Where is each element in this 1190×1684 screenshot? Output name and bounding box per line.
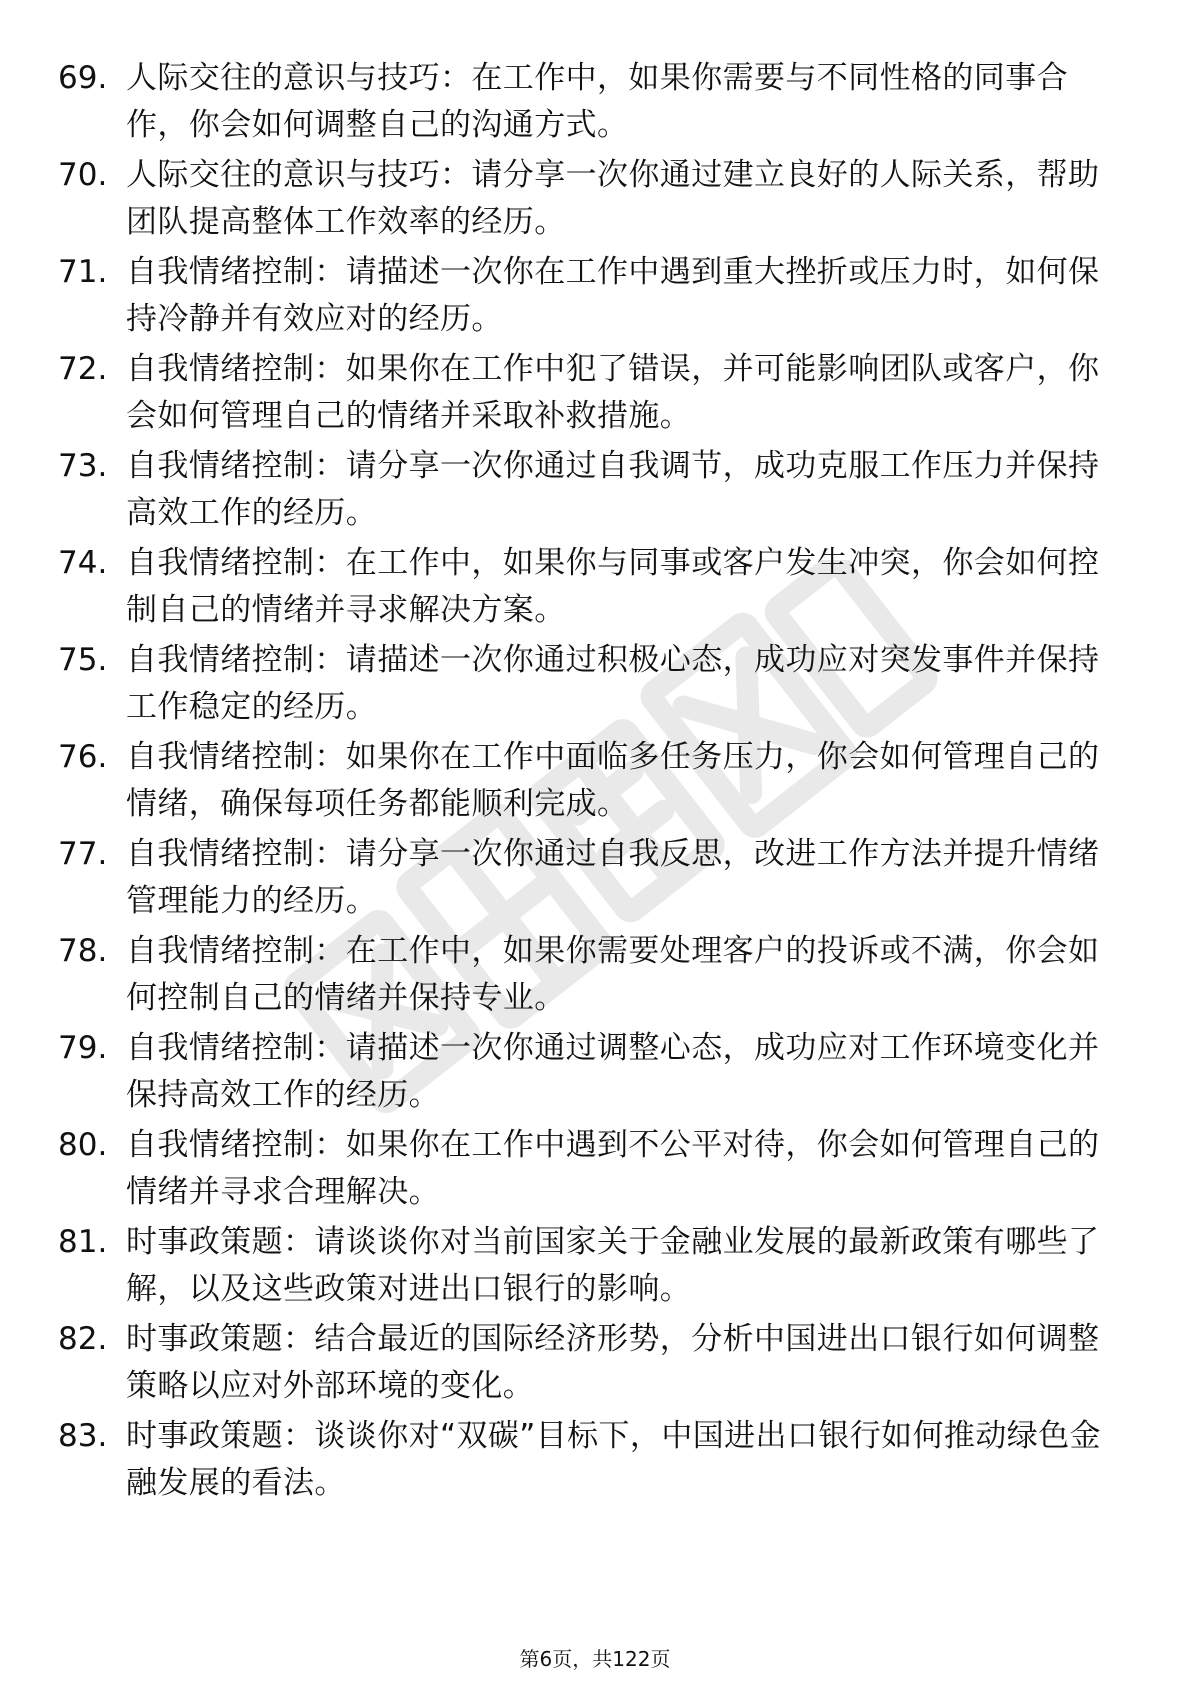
question-item-81	[0, 1219, 1190, 1319]
question-number: 79.	[58, 1030, 108, 1066]
question-number: 73.	[58, 448, 108, 484]
question-number: 70.	[58, 157, 108, 193]
question-number: 78.	[58, 933, 108, 969]
question-text: 人际交往的意识与技巧：请分享一次你通过建立良好的人际关系，帮助团队提高整体工作效率的经历。	[126, 157, 1100, 240]
question-text: 自我情绪控制：如果你在工作中遇到不公平对待，你会如何管理自己的情绪并寻求合理解决。	[126, 1127, 1100, 1210]
question-item-83	[0, 1413, 1190, 1513]
question-number: 72.	[58, 351, 108, 387]
question-item-74	[0, 540, 1190, 640]
question-item-78	[0, 928, 1190, 1028]
question-number: 75.	[58, 642, 108, 678]
question-text: 自我情绪控制：请描述一次你在工作中遇到重大挫折或压力时，如何保持冷静并有效应对的经历。	[126, 254, 1100, 337]
question-text: 自我情绪控制：请描述一次你通过积极心态，成功应对突发事件并保持工作稳定的经历。	[126, 642, 1100, 725]
question-text: 时事政策题：谈谈你对“双碳”目标下，中国进出口银行如何推动绿色金融发展的看法。	[126, 1418, 1101, 1501]
page-number: 第6页，共122页	[519, 1647, 671, 1671]
question-item-75	[0, 637, 1190, 737]
question-text: 人际交往的意识与技巧：在工作中，如果你需要与不同性格的同事合作，你会如何调整自己的沟通方式。	[126, 60, 1068, 143]
question-text: 自我情绪控制：请分享一次你通过自我调节，成功克服工作压力并保持高效工作的经历。	[126, 448, 1100, 531]
question-item-69	[0, 55, 1190, 155]
question-text: 时事政策题：请谈谈你对当前国家关于金融业发展的最新政策有哪些了解，以及这些政策对进出口银行的影响。	[126, 1224, 1100, 1307]
question-item-76	[0, 734, 1190, 834]
question-item-77	[0, 831, 1190, 931]
question-number: 69.	[58, 60, 108, 96]
question-number: 83.	[58, 1418, 108, 1454]
question-text: 自我情绪控制：如果你在工作中面临多任务压力，你会如何管理自己的情绪，确保每项任务都能顺利完成。	[126, 739, 1100, 822]
question-item-73	[0, 443, 1190, 543]
question-item-79	[0, 1025, 1190, 1125]
question-item-70	[0, 152, 1190, 252]
question-text: 时事政策题：结合最近的国际经济形势，分析中国进出口银行如何调整策略以应对外部环境的变化。	[126, 1321, 1100, 1404]
question-item-82	[0, 1316, 1190, 1416]
question-item-71	[0, 249, 1190, 349]
question-text: 自我情绪控制：请分享一次你通过自我反思，改进工作方法并提升情绪管理能力的经历。	[126, 836, 1100, 919]
question-text: 自我情绪控制：在工作中，如果你与同事或客户发生冲突，你会如何控制自己的情绪并寻求解决方案。	[126, 545, 1100, 628]
question-number: 74.	[58, 545, 108, 581]
question-text: 自我情绪控制：在工作中，如果你需要处理客户的投诉或不满，你会如何控制自己的情绪并保持专业。	[126, 933, 1100, 1016]
question-number: 77.	[58, 836, 108, 872]
question-item-80	[0, 1122, 1190, 1222]
question-number: 71.	[58, 254, 108, 290]
question-number: 82.	[58, 1321, 108, 1357]
question-number: 80.	[58, 1127, 108, 1163]
question-text: 自我情绪控制：请描述一次你通过调整心态，成功应对工作环境变化并保持高效工作的经历。	[126, 1030, 1100, 1113]
question-text: 自我情绪控制：如果你在工作中犯了错误，并可能影响团队或客户，你会如何管理自己的情绪并采取补救措施。	[126, 351, 1100, 434]
question-number: 81.	[58, 1224, 108, 1260]
question-number: 76.	[58, 739, 108, 775]
question-item-72	[0, 346, 1190, 446]
